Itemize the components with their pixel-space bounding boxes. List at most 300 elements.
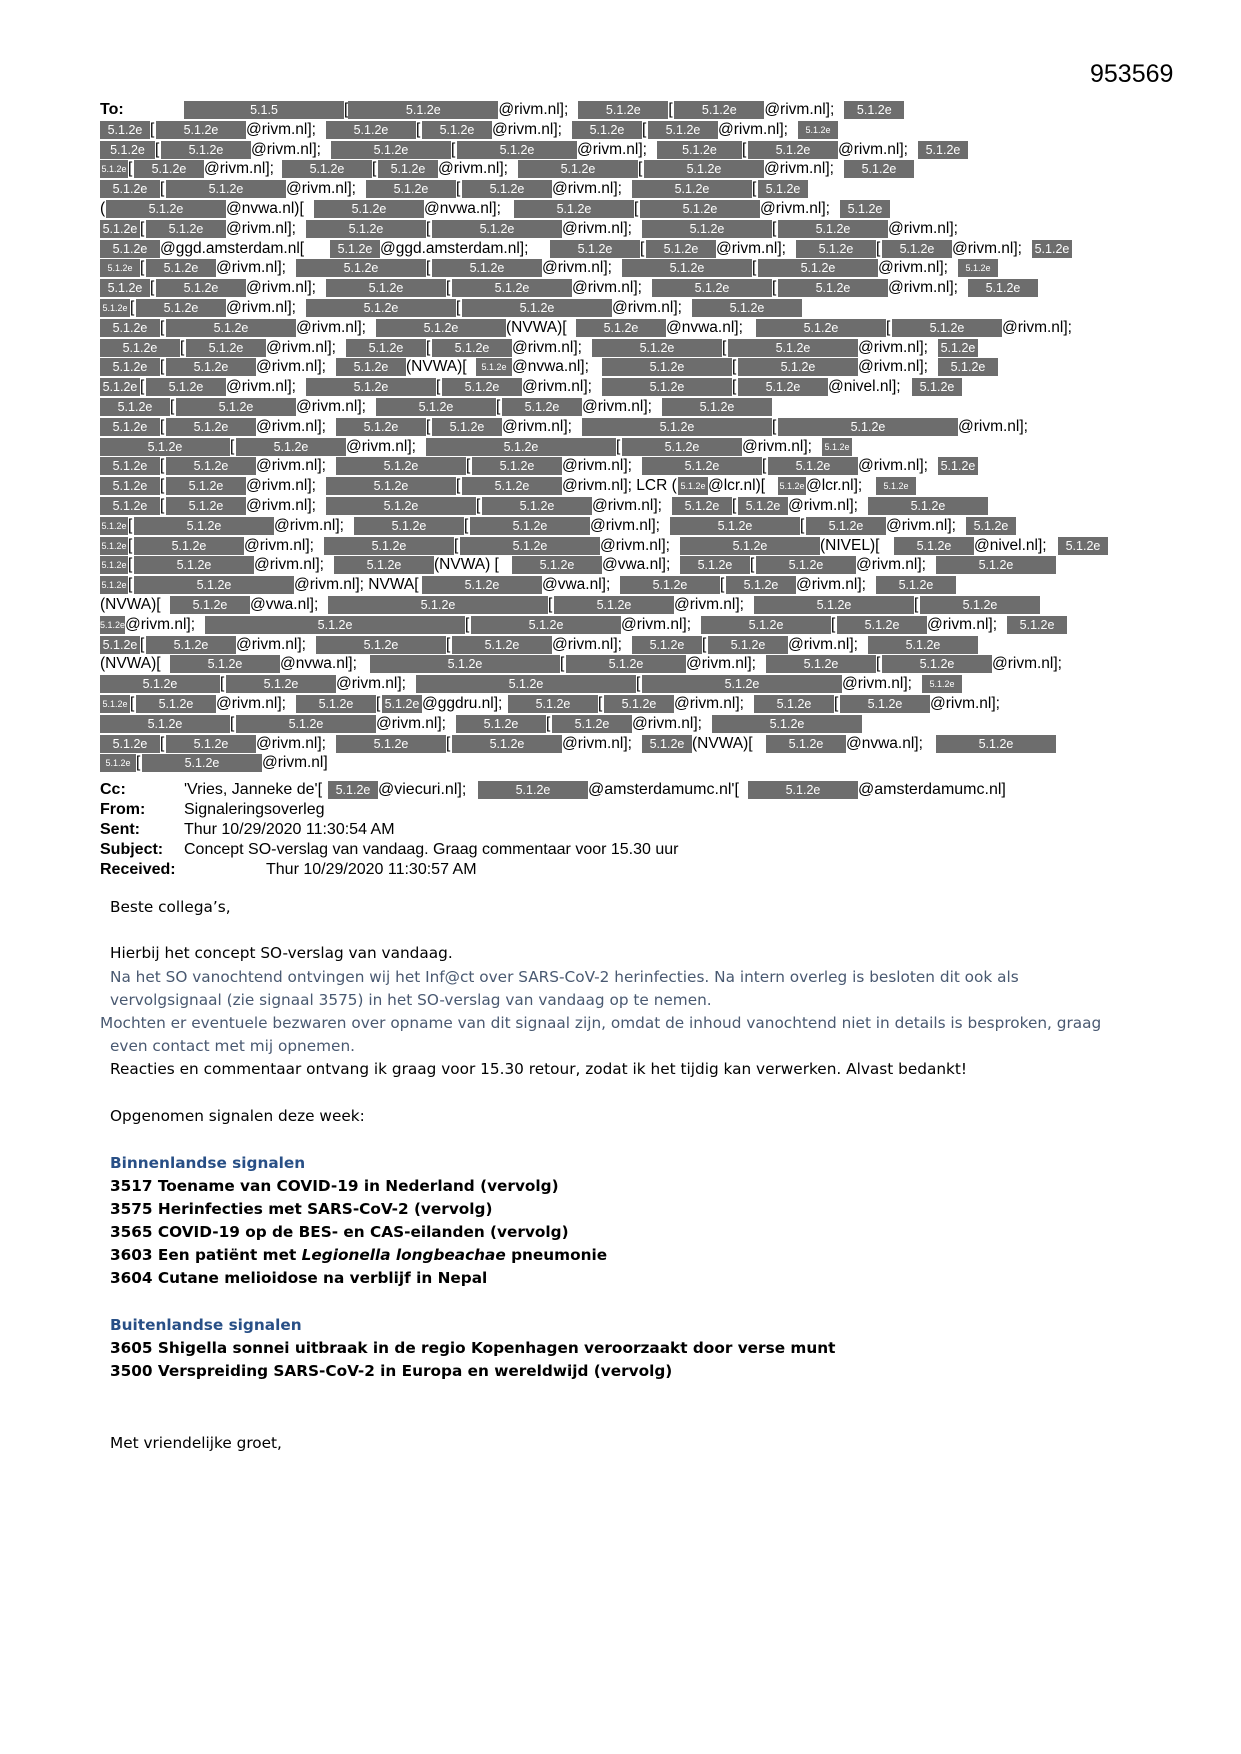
subject-label: Subject: xyxy=(100,841,164,858)
recipient-text: @vwa.nl]; xyxy=(542,576,611,594)
recipient-text: @rivm.nl]; xyxy=(674,595,744,613)
subject-row xyxy=(100,840,1140,860)
recipient-text: @rivm.nl]; xyxy=(498,101,569,118)
para3: Reacties en commentaar ontvang ik graag voor 15.30 retour, zodat ik het tijdig kan verwerken. Alvast bedankt! xyxy=(110,1060,967,1078)
recipient-text: @rivm.nl]; xyxy=(952,239,1022,257)
recipient-text: @rivm.nl]; xyxy=(992,655,1062,673)
redaction-box: 5.1.2e xyxy=(432,418,502,436)
recipient-text: [ xyxy=(560,655,565,673)
recipient-text: @rivm.nl]; xyxy=(246,496,316,514)
recipient-text: [ xyxy=(128,576,133,594)
recipient-text: @rivm.nl]; xyxy=(246,279,316,297)
redaction-box: 5.1.2e xyxy=(334,556,434,574)
redaction-box: 5.1.2e xyxy=(806,517,886,535)
recipient-text: @rivm.nl]; xyxy=(274,516,344,534)
recipient-text: [ xyxy=(426,219,431,237)
recipient-row xyxy=(100,397,1140,417)
recipient-text: [ xyxy=(426,259,431,277)
intro-line: Hierbij het concept SO-verslag van vandaag. xyxy=(110,944,453,962)
to-recipients-block xyxy=(100,100,1140,773)
redaction-box: 5.1.2e xyxy=(646,240,716,258)
redaction-box: 5.1.2e xyxy=(100,556,128,574)
redaction-box: 5.1.2e xyxy=(502,398,582,416)
redaction-box: 5.1.2e xyxy=(100,754,136,772)
recipient-text: @rivm.nl]; xyxy=(552,180,622,198)
redaction-box: 5.1.2e xyxy=(136,695,216,713)
redaction-box: 5.1.2e xyxy=(644,160,764,178)
recipient-row xyxy=(100,100,1140,120)
recipient-text: [ xyxy=(155,140,160,158)
redaction-box: 5.1.2e xyxy=(778,220,888,238)
received-label: Received: xyxy=(100,861,176,878)
recipient-text: @rivm.nl]; xyxy=(256,734,326,752)
recipient-text: [ xyxy=(140,635,145,653)
redaction-box: 5.1.2e xyxy=(912,378,962,396)
redaction-box: 5.1.2e xyxy=(166,735,256,753)
recipient-text: [ xyxy=(128,160,133,178)
recipient-text: @rivm.nl]; xyxy=(716,239,786,257)
redaction-box: 5.1.2e xyxy=(680,556,750,574)
redaction-box: 5.1.2e xyxy=(966,517,1016,535)
redaction-box: 5.1.2e xyxy=(622,259,752,277)
redaction-box: 5.1.2e xyxy=(642,220,772,238)
recipient-text: @rivm.nl]; xyxy=(582,397,652,415)
redaction-box: 5.1.2e xyxy=(876,477,916,495)
recipient-row xyxy=(100,615,1140,635)
recipient-text: @amsterdamumc.nl'[ xyxy=(588,781,739,798)
recipient-row xyxy=(100,555,1140,575)
recipient-text: [ xyxy=(640,239,645,257)
recipient-text: [ xyxy=(170,397,175,415)
signal-item: 3575 Herinfecties met SARS-CoV-2 (vervolg) xyxy=(110,1200,493,1218)
redaction-box: 5.1.2e xyxy=(100,121,150,139)
redaction-box: 5.1.2e xyxy=(462,180,552,198)
recipient-row xyxy=(100,437,1140,457)
redaction-box: 5.1.2e xyxy=(640,200,760,218)
recipient-text: @rivm.nl]; xyxy=(286,180,356,198)
redaction-box: 5.1.2e xyxy=(326,279,446,297)
recipient-text: @rivm.nl]; xyxy=(492,120,562,138)
recipient-text: [ xyxy=(914,595,919,613)
recipient-text: [ xyxy=(220,675,225,693)
redaction-box: 5.1.2e xyxy=(868,636,978,654)
redaction-box: 5.1.2e xyxy=(100,339,180,357)
recipient-text: @rivm.nl]; xyxy=(562,219,632,237)
redaction-box: 5.1.2e xyxy=(766,655,876,673)
recipient-text: [ xyxy=(446,635,451,653)
redaction-box: 5.1.2e xyxy=(336,358,406,376)
redaction-box: 5.1.2e xyxy=(582,418,772,436)
recipient-text: [ xyxy=(464,516,469,534)
redaction-box: 5.1.2e xyxy=(460,537,600,555)
redaction-box: 5.1.2e xyxy=(426,438,616,456)
recipient-row xyxy=(100,140,1140,160)
recipient-text: @rivm.nl]; xyxy=(125,615,196,633)
recipient-text: [ xyxy=(160,734,165,752)
recipient-text: @rivm.nl]; xyxy=(246,120,316,138)
redaction-box: 5.1.2e xyxy=(578,101,668,119)
recipient-text: @ggdru.nl]; xyxy=(422,694,503,712)
recipient-text: [ xyxy=(130,694,135,712)
redaction-box: 5.1.2e xyxy=(840,695,930,713)
recipient-text: @rivm.nl]; LCR ( xyxy=(562,477,677,495)
redaction-box: 5.1.2e xyxy=(748,781,858,799)
recipient-text: [ xyxy=(636,675,641,693)
redaction-box: 5.1.2e xyxy=(100,259,140,277)
recipient-text: [ xyxy=(732,358,737,376)
redaction-box: 5.1.2e xyxy=(920,596,1040,614)
redaction-box: 5.1.2e xyxy=(472,457,562,475)
recipient-text: @rivm.nl]; xyxy=(562,734,632,752)
redaction-box: 5.1.2e xyxy=(778,279,888,297)
redaction-box: 5.1.2e xyxy=(378,160,438,178)
recipient-text: @rivm.nl]; xyxy=(686,655,756,673)
recipient-row xyxy=(100,536,1140,556)
recipient-text: (NVWA)[ xyxy=(406,358,467,376)
redaction-box: 5.1.2e xyxy=(100,497,160,515)
redaction-box: 5.1.2e xyxy=(678,477,708,495)
recipient-row xyxy=(100,753,1140,773)
redaction-box: 5.1.2e xyxy=(674,101,764,119)
recipient-row xyxy=(100,417,1140,437)
redaction-box: 5.1.2e xyxy=(756,556,856,574)
recipient-text: @nivel.nl]; xyxy=(828,378,901,396)
recipient-text: @rivm.nl]; xyxy=(502,417,572,435)
redaction-box: 5.1.2e xyxy=(161,141,251,159)
redaction-box: 5.1.2e xyxy=(514,200,634,218)
redaction-box: 5.1.2e xyxy=(100,616,125,634)
redaction-box: 5.1.2e xyxy=(205,616,465,634)
redaction-box: 5.1.2e xyxy=(837,616,927,634)
recipient-text: [ xyxy=(638,160,643,178)
recipient-text: @rivm.nl]; xyxy=(838,140,908,158)
recipient-row xyxy=(100,595,1140,615)
recipient-text: @rivm.nl]; xyxy=(888,219,958,237)
recipient-text: @rivm.nl]; xyxy=(592,496,662,514)
redaction-box: 5.1.2e xyxy=(366,180,456,198)
redaction-box: 5.1.2e xyxy=(100,279,150,297)
recipient-text: [ xyxy=(160,457,165,475)
recipient-text: @rivm.nl]; xyxy=(927,615,998,633)
redaction-box: 5.1.2e xyxy=(592,339,722,357)
redaction-box: 5.1.2e xyxy=(758,259,878,277)
redaction-box: 5.1.2e xyxy=(894,537,974,555)
signal-item-organism: Legionella longbeachae xyxy=(301,1246,506,1264)
recipient-text: @rivm.nl]; xyxy=(254,556,324,574)
redaction-box: 5.1.2e xyxy=(306,299,456,317)
recipient-text: @rivm.nl]; xyxy=(572,279,642,297)
recipient-text: @rivm.nl]; xyxy=(512,338,582,356)
recipient-text: [ xyxy=(546,714,551,732)
recipient-text: [ xyxy=(456,298,461,316)
redaction-box: 5.1.2e xyxy=(422,121,492,139)
redaction-box: 5.1.2e xyxy=(186,339,266,357)
recipient-text: @rivm.nl]; NVWA[ xyxy=(294,576,419,594)
redaction-box: 5.1.2e xyxy=(100,636,140,654)
recipient-row xyxy=(100,239,1140,259)
recipient-text: (NVWA)[ xyxy=(100,655,161,673)
recipient-text: [ xyxy=(772,219,777,237)
recipient-text: [ xyxy=(762,457,767,475)
redaction-box: 5.1.2e xyxy=(100,319,160,337)
redaction-box: 5.1.2e xyxy=(100,299,130,317)
redaction-box: 5.1.2e xyxy=(622,438,742,456)
redaction-box: 5.1.2e xyxy=(642,735,692,753)
recipient-text: [ xyxy=(886,318,891,336)
recipient-text: [ xyxy=(702,635,707,653)
recipient-text: [ xyxy=(834,694,839,712)
redaction-box: 5.1.2e xyxy=(170,596,250,614)
redaction-box: 5.1.2e xyxy=(457,141,577,159)
sent-row xyxy=(100,820,1140,840)
redaction-box: 5.1.2e xyxy=(552,715,632,733)
recipient-text: @rivm.nl]; xyxy=(886,516,956,534)
recipient-row xyxy=(100,179,1140,199)
redaction-box: 5.1.2e xyxy=(738,497,788,515)
recipient-text: [ xyxy=(465,615,470,633)
recipient-row xyxy=(100,219,1140,239)
recipient-text: [ xyxy=(451,140,456,158)
redaction-box: 5.1.2e xyxy=(134,160,204,178)
recipient-row xyxy=(100,338,1140,358)
recipient-text: [ xyxy=(344,101,349,118)
redaction-box: 5.1.2e xyxy=(296,259,426,277)
recipient-row xyxy=(100,496,1140,516)
recipient-text: @rivm.nl]; xyxy=(236,635,306,653)
domestic-heading: Binnenlandse signalen xyxy=(110,1154,306,1172)
redaction-box: 5.1.2e xyxy=(648,121,718,139)
redaction-box: 5.1.2e xyxy=(100,576,128,594)
redaction-box: 5.1.2e xyxy=(566,655,686,673)
redaction-box: 5.1.2e xyxy=(324,537,454,555)
redaction-box: 5.1.2e xyxy=(602,358,732,376)
redaction-box: 5.1.2e xyxy=(470,517,590,535)
signal-item-suffix: pneumonie xyxy=(505,1246,608,1264)
redaction-box: 5.1.2e xyxy=(936,735,1056,753)
redaction-box: 5.1.2e xyxy=(156,121,246,139)
redaction-box: 5.1.2e xyxy=(100,180,160,198)
recipient-row xyxy=(100,456,1140,476)
redaction-box: 5.1.2e xyxy=(100,695,130,713)
redaction-box: 5.1.2e xyxy=(701,616,831,634)
redaction-box: 5.1.2e xyxy=(100,141,155,159)
redaction-box: 5.1.2e xyxy=(422,576,542,594)
redaction-box: 5.1.2e xyxy=(432,220,562,238)
recipient-text: @rivm.nl]; xyxy=(246,477,316,495)
redaction-box: 5.1.2e xyxy=(416,675,636,693)
redaction-box: 5.1.2e xyxy=(768,457,858,475)
redaction-box: 5.1.2e xyxy=(442,378,522,396)
redaction-box: 5.1.2e xyxy=(936,556,1056,574)
redaction-box: 5.1.2e xyxy=(316,636,446,654)
redaction-box: 5.1.2e xyxy=(657,141,742,159)
redaction-box: 5.1.2e xyxy=(156,279,246,297)
para1-line1: Na het SO vanochtend ontvingen wij het Inf@ct over SARS-CoV-2 herinfecties. Na intern overleg is besloten dit ook als xyxy=(110,968,1019,986)
redaction-box: 5.1.2e xyxy=(672,497,732,515)
redaction-box: 5.1.2e xyxy=(478,781,588,799)
redaction-box: 5.1.2e xyxy=(100,220,140,238)
redaction-box: 5.1.2e xyxy=(482,497,592,515)
recipient-text: [ xyxy=(136,754,141,772)
redaction-box: 5.1.2e xyxy=(100,477,160,495)
para2-line2: even contact met mij opnemen. xyxy=(110,1037,356,1055)
redaction-box: 5.1.2e xyxy=(330,240,380,258)
redaction-box: 5.1.2e xyxy=(100,378,140,396)
redaction-box: 5.1.2e xyxy=(728,339,858,357)
recipient-row xyxy=(100,674,1140,694)
recipient-text: [ xyxy=(466,457,471,475)
redaction-box: 5.1.2e xyxy=(476,358,512,376)
redaction-box: 5.1.2e xyxy=(326,121,416,139)
redaction-box: 5.1.2e xyxy=(146,378,226,396)
redaction-box: 5.1.2e xyxy=(432,339,512,357)
recipient-text: [ xyxy=(416,120,421,138)
redaction-box: 5.1.2e xyxy=(738,358,858,376)
from-row xyxy=(100,800,1140,820)
recipient-text: @rivm.nl]; xyxy=(888,279,958,297)
from-label: From: xyxy=(100,801,146,818)
recipient-text: [ xyxy=(150,120,155,138)
recipient-text: @rivm.nl]; xyxy=(842,675,912,693)
recipient-text: @rivm.nl]; xyxy=(204,160,274,178)
from-value: Signaleringsoverleg xyxy=(184,801,325,818)
recipient-row xyxy=(100,199,1140,219)
recipient-text: @nivel.nl]; xyxy=(974,536,1047,554)
redaction-box: 5.1.2e xyxy=(326,477,456,495)
redaction-box: 5.1.2e xyxy=(670,517,800,535)
recipient-text: @rivm.nl]; xyxy=(760,199,830,217)
redaction-box: 5.1.2e xyxy=(892,319,1002,337)
recipient-text: @nvwa.nl]; xyxy=(424,199,501,217)
recipient-text: [ xyxy=(548,595,553,613)
recipient-text: [ xyxy=(230,714,235,732)
redaction-box: 5.1.2e xyxy=(754,695,834,713)
recipient-text: [ xyxy=(140,378,145,396)
redaction-box: 5.1.2e xyxy=(796,240,876,258)
redaction-box: 5.1.2e xyxy=(922,675,962,693)
redaction-box: 5.1.2e xyxy=(692,299,802,317)
recipient-text: [ xyxy=(372,160,377,178)
recipient-text: [ xyxy=(876,239,881,257)
recipient-row xyxy=(100,694,1140,714)
recipient-text: @rivm.nl]; xyxy=(858,358,928,376)
recipient-text: @rivm.nl]; xyxy=(256,417,326,435)
recipient-text: [ xyxy=(598,694,603,712)
recipient-text: [ xyxy=(426,338,431,356)
recipient-text: @vwa.nl]; xyxy=(250,595,319,613)
redaction-box: 5.1.2e xyxy=(778,418,958,436)
redaction-box: 5.1.2e xyxy=(142,754,262,772)
recipient-text: @nvwa.nl]; xyxy=(512,358,589,376)
redaction-box: 5.1.2e xyxy=(456,715,546,733)
recipient-text: @rivm.nl]; xyxy=(296,397,366,415)
recipient-text: [ xyxy=(426,417,431,435)
redaction-box: 5.1.2e xyxy=(604,695,674,713)
recipient-row xyxy=(100,298,1140,318)
recipient-row xyxy=(100,575,1140,595)
redaction-box: 5.1.2e xyxy=(471,616,621,634)
recipient-text: 'Vries, Janneke de'[ xyxy=(184,781,323,798)
recipient-text: @rivm.nl]; xyxy=(858,457,928,475)
redaction-box: 5.1.2e xyxy=(282,160,372,178)
redaction-box: 5.1.2e xyxy=(336,418,426,436)
redaction-box: 5.1.2e xyxy=(106,200,226,218)
recipient-text: [ xyxy=(642,120,647,138)
recipient-text: [ xyxy=(772,279,777,297)
recipient-text: [ xyxy=(752,180,757,198)
redaction-box: 5.1.2e xyxy=(554,596,674,614)
redaction-box: 5.1.2e xyxy=(642,675,842,693)
redaction-box: 5.1.2e xyxy=(296,695,376,713)
recipient-text: [ xyxy=(160,477,165,495)
recipient-row xyxy=(100,278,1140,298)
recipient-text: [ xyxy=(454,536,459,554)
redaction-box: 5.1.2e xyxy=(756,319,886,337)
recipient-text: @nvwa.nl]; xyxy=(280,655,357,673)
recipient-row xyxy=(100,318,1140,338)
redaction-box: 5.1.2e xyxy=(882,240,952,258)
redaction-box: 5.1.2e xyxy=(844,160,914,178)
recipient-text: [ xyxy=(831,615,836,633)
recipient-row xyxy=(100,357,1140,377)
recipient-text: (NVWA)[ xyxy=(506,318,567,336)
redaction-box: 5.1.2e xyxy=(662,398,772,416)
recipient-text: @rivm.nl]; xyxy=(1002,318,1072,336)
recipient-text: ( xyxy=(100,199,106,217)
redaction-box: 5.1.2e xyxy=(508,695,598,713)
redaction-box: 5.1.2e xyxy=(100,438,230,456)
redaction-box: 5.1.2e xyxy=(100,715,230,733)
redaction-box: 5.1.2e xyxy=(868,497,988,515)
redaction-box: 5.1.2e xyxy=(134,517,274,535)
recipient-text: [ xyxy=(230,437,235,455)
recipient-text: [ xyxy=(180,338,185,356)
redaction-box: 5.1.2e xyxy=(778,477,806,495)
recipient-row xyxy=(100,714,1140,734)
redaction-box: 5.1.2e xyxy=(336,457,466,475)
recipient-text: [ xyxy=(800,516,805,534)
recipient-row xyxy=(100,120,1140,140)
recipient-text: [ xyxy=(160,318,165,336)
redaction-box: 5.1.2e xyxy=(518,160,638,178)
received-row xyxy=(100,860,1140,880)
recipient-text: @nvwa.nl]; xyxy=(846,734,923,752)
redaction-box: 5.1.2e xyxy=(166,457,256,475)
recipient-text: @nvwa.nl]; xyxy=(666,318,743,336)
redaction-box: 5.1.2e xyxy=(176,398,296,416)
recipient-text: @ggd.amsterdam.nl[ xyxy=(160,239,305,257)
closing: Met vriendelijke groet, xyxy=(110,1434,282,1452)
recipient-text: @rivm.nl]; xyxy=(251,140,321,158)
recipient-text: [ xyxy=(160,496,165,514)
recipient-text: [ xyxy=(130,298,135,316)
recipient-text: @rivm.nl]; xyxy=(930,694,1000,712)
redaction-box: 5.1.2e xyxy=(452,636,552,654)
recipient-row xyxy=(100,377,1140,397)
to-label: To: xyxy=(100,101,124,118)
redaction-box: 5.1.2e xyxy=(844,101,904,119)
document-id: 953569 xyxy=(1090,60,1174,88)
recipient-text: [ xyxy=(140,259,145,277)
recipient-text: @rivm.nl]; xyxy=(632,714,702,732)
redaction-box: 5.1.2e xyxy=(146,636,236,654)
recipient-row xyxy=(100,476,1140,496)
redaction-box: 5.1.2e xyxy=(918,141,968,159)
redaction-box: 5.1.2e xyxy=(331,141,451,159)
recipient-text: [ xyxy=(732,496,737,514)
recipient-row xyxy=(100,258,1140,278)
redaction-box: 5.1.2e xyxy=(958,259,998,277)
